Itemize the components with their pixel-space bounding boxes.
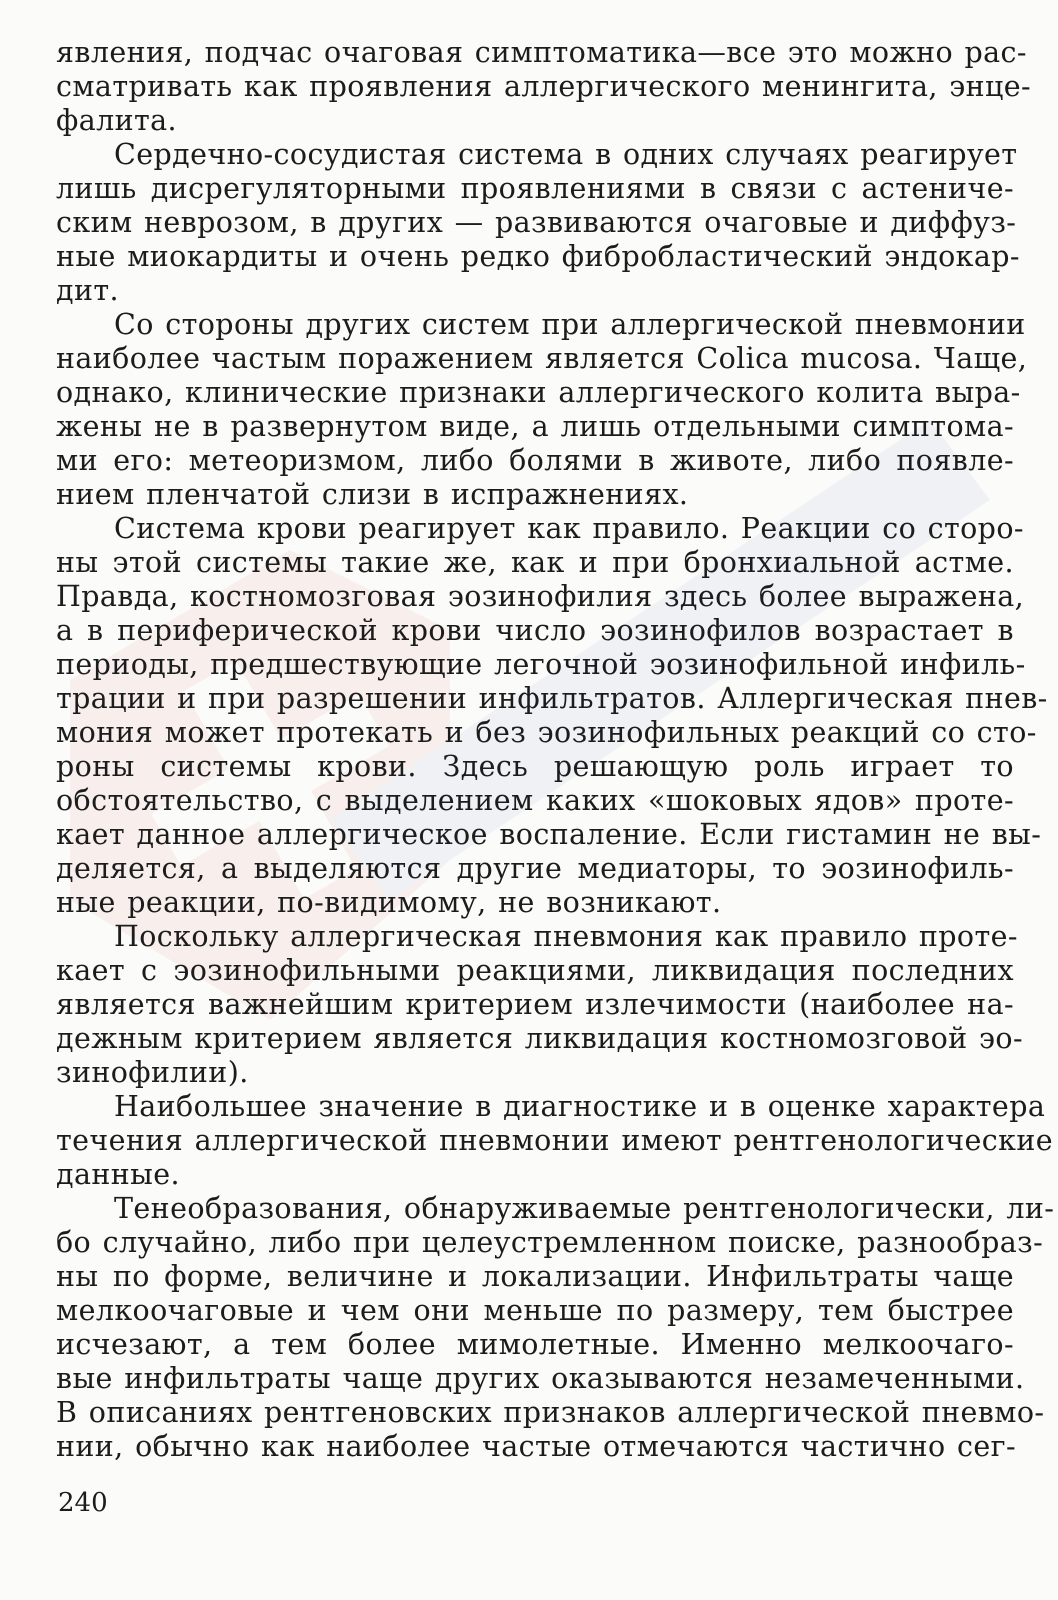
text-line: ные миокардиты и очень редко фибробластический эндокар- — [56, 240, 1020, 273]
text-line: Тенеобразования, обнаруживаемые рентгенологически, ли- — [114, 1192, 1055, 1225]
text-line: ные реакции, по-видимому, не возникают. — [56, 886, 722, 919]
text-line: нии, обычно как наиболее частые отмечаются частично сег- — [56, 1430, 1016, 1463]
text-line: периоды, предшествующие легочной эозинофильной инфиль- — [56, 648, 1026, 681]
text-line: Сердечно-сосудистая система в одних случаях реагирует — [114, 138, 1018, 171]
text-line: мония может протекать и без эозинофильных реакций со сто- — [56, 716, 1037, 749]
text-line: кает данное аллергическое воспаление. Если гистамин не вы- — [56, 818, 1042, 851]
text-line: кает с эозинофильными реакциями, ликвидация последних — [56, 954, 1014, 987]
text-line: однако, клинические признаки аллергического колита выра- — [56, 376, 1021, 409]
text-line: роны системы крови. Здесь решающую роль играет то — [56, 750, 1014, 783]
text-line: данные. — [56, 1158, 180, 1191]
text-line: Правда, костномозговая эозинофилия здесь более выражена, — [56, 580, 1025, 613]
text-line: вые инфильтраты чаще других оказываются незамеченными. — [56, 1362, 1025, 1395]
text-line: ми его: метеоризмом, либо болями в животе, либо появле- — [56, 444, 1014, 477]
text-line: ны по форме, величине и локализации. Инфильтраты чаще — [56, 1260, 1014, 1293]
page-number: 240 — [58, 1488, 108, 1518]
text-line: Поскольку аллергическая пневмония как правило проте- — [114, 920, 1018, 953]
text-line: Наибольшее значение в диагностике и в оценке характера — [114, 1090, 1046, 1123]
text-line: сматривать как проявления аллергического менингита, энце- — [56, 70, 1032, 103]
text-line: бо случайно, либо при целеустремленном поиске, разнообраз- — [56, 1226, 1044, 1259]
text-line: ским неврозом, в других — развиваются очаговые и диффуз- — [56, 206, 1017, 239]
body-text — [56, 36, 1055, 1464]
text-line: трации и при разрешении инфильтратов. Аллергическая пнев- — [56, 682, 1048, 715]
text-line: дит. — [56, 274, 119, 307]
text-line: Система крови реагирует как правило. Реакции со сторо- — [114, 512, 1024, 545]
text-line: а в периферической крови число эозинофилов возрастает в — [56, 614, 1014, 647]
text-line: мелкоочаговые и чем они меньше по размеру, тем быстрее — [56, 1294, 1014, 1327]
text-line: зинофилии). — [56, 1056, 249, 1089]
text-line: лишь дисрегуляторными проявлениями в связи с астениче- — [56, 172, 1014, 205]
text-line: Со стороны других систем при аллергической пневмонии — [114, 308, 1026, 341]
text-line: дежным критерием является ликвидация костномозговой эо- — [56, 1022, 1023, 1055]
text-line: наиболее частым поражением является Colica mucosa. Чаще, — [56, 342, 1028, 375]
text-line: является важнейшим критерием излечимости (наиболее на- — [56, 988, 1014, 1021]
text-line: течения аллергической пневмонии имеют рентгенологические — [56, 1124, 1054, 1157]
text-line: деляется, а выделяются другие медиаторы, то эозинофиль- — [56, 852, 1014, 885]
text-line: обстоятельство, с выделением каких «шоковых ядов» проте- — [56, 784, 1014, 817]
text-line: нием пленчатой слизи в испражнениях. — [56, 478, 689, 511]
text-line: жены не в развернутом виде, а лишь отдельными симптома- — [56, 410, 1014, 443]
text-line: явления, подчас очаговая симптоматика—все это можно рас- — [56, 36, 1027, 69]
text-line: фалита. — [56, 104, 178, 137]
text-line: В описаниях рентгеновских признаков аллергической пневмо- — [56, 1396, 1045, 1429]
text-line: исчезают, а тем более мимолетные. Именно мелкоочаго- — [56, 1328, 1014, 1361]
text-line: ны этой системы такие же, как и при бронхиальной астме. — [56, 546, 1014, 579]
